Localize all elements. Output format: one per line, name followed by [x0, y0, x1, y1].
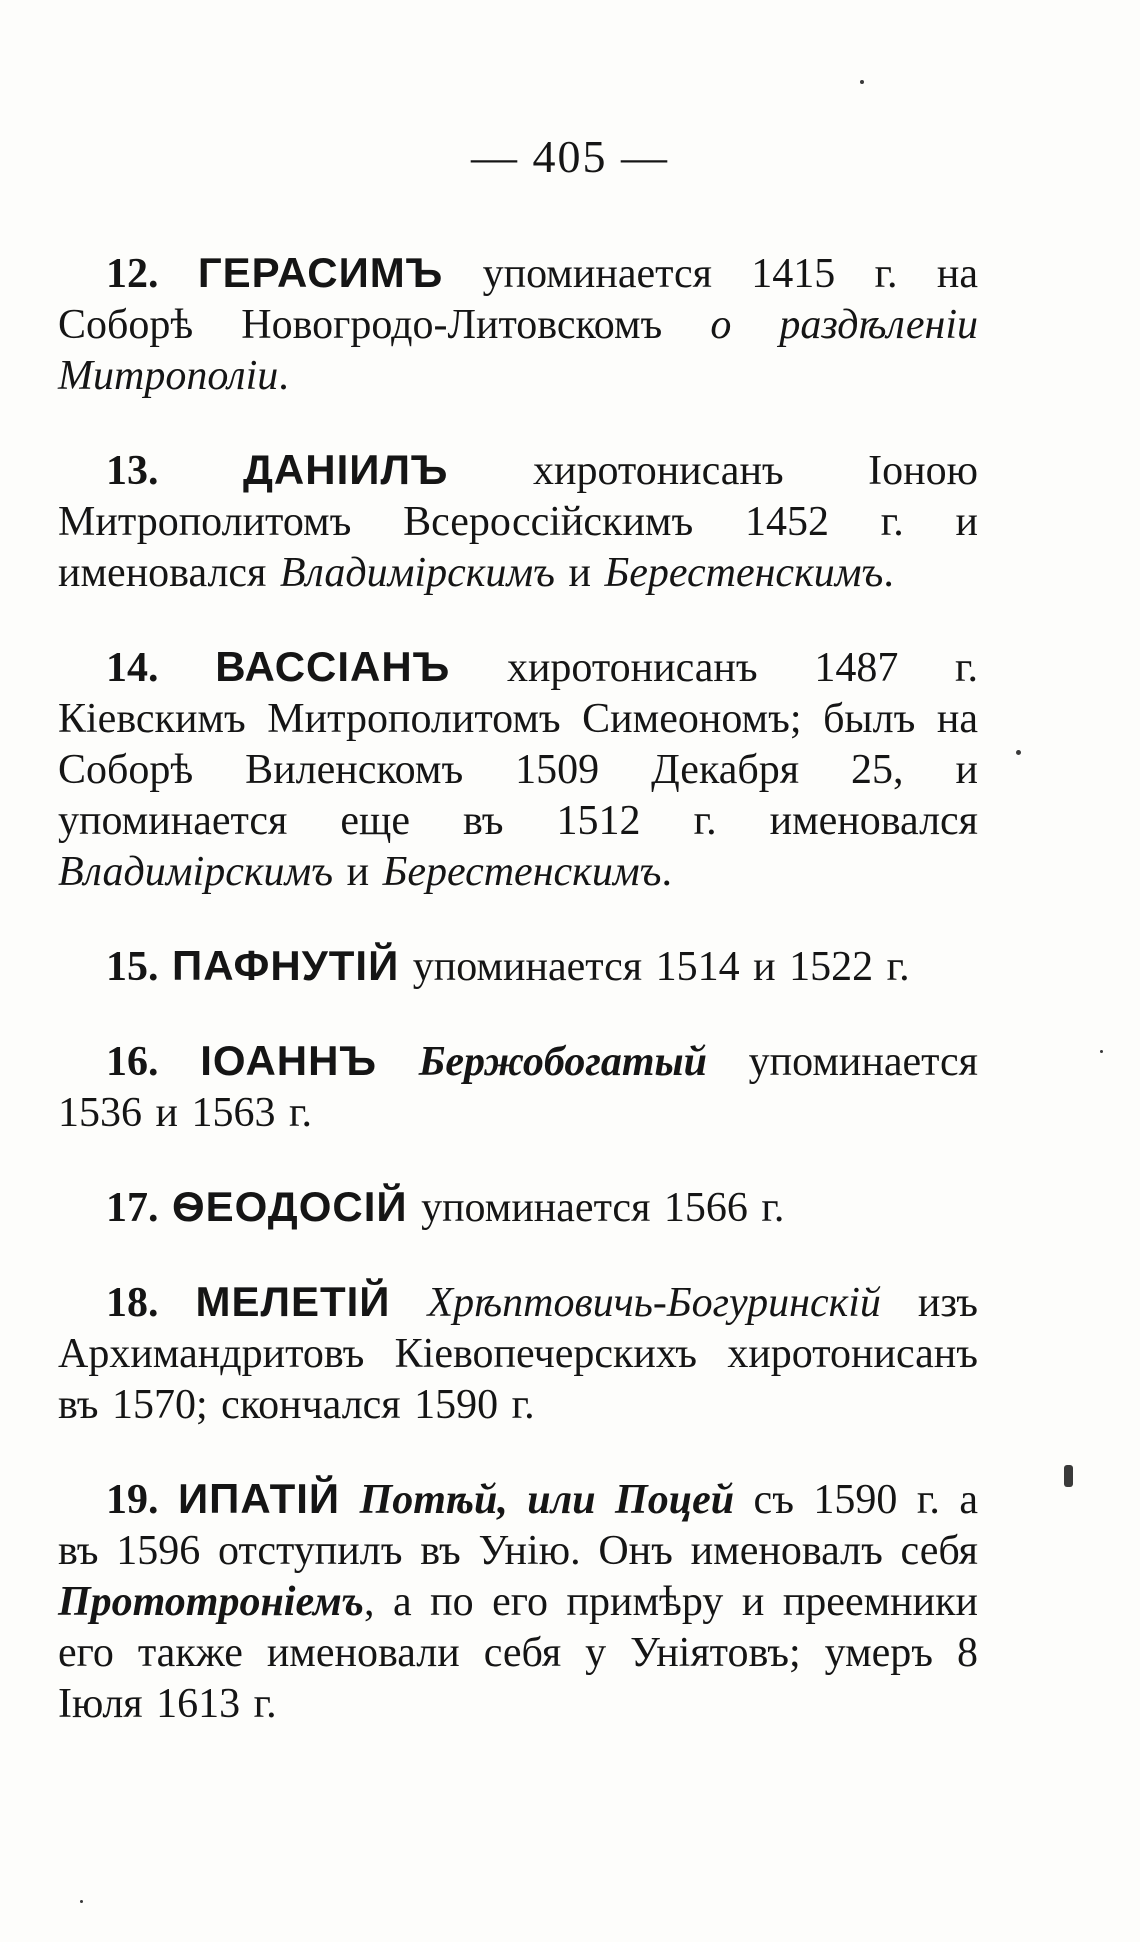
entry-text: . — [278, 353, 289, 399]
entry-text: упоминается 1536 и 1563 г. — [58, 1039, 979, 1136]
metropolitan-name: ИПАТІЙ — [177, 1475, 341, 1522]
scan-speck — [1016, 750, 1021, 755]
entry-text-italic: Прототроніемъ — [58, 1579, 364, 1625]
text-block — [58, 205, 978, 1754]
entry-13 — [58, 444, 978, 599]
entry-17 — [58, 1181, 978, 1234]
entry-text — [340, 1477, 359, 1523]
metropolitan-name: ДАНІИЛЪ — [243, 446, 449, 493]
entry-text-italic: Владимірскимъ — [58, 849, 334, 895]
entry-text — [377, 1039, 419, 1085]
entry-number: 12. — [106, 251, 159, 297]
entry-text-italic: Хрѣптовичь-Богуринскій — [427, 1280, 881, 1326]
scan-speck — [860, 80, 864, 84]
entry-12 — [58, 247, 978, 402]
entry-18 — [58, 1276, 978, 1431]
entry-text: съ 1590 г. а въ 1596 отступилъ въ Унію. Онъ именовалъ себя — [58, 1477, 978, 1574]
scan-speck — [1100, 1050, 1103, 1053]
entry-text: хиротонисанъ 1487 г. Кіевскимъ Митрополитомъ Симеономъ; былъ на Соборѣ Виленскомъ 1509 Декабря 25, и упоминается еще въ 1512 г. именовался — [58, 645, 979, 844]
entry-15 — [58, 940, 978, 993]
entry-text: упоминается 1415 г. на Соборѣ Новогродо-Литовскомъ — [58, 251, 978, 348]
entry-number: 19. — [106, 1477, 159, 1523]
scan-speck — [1064, 1465, 1073, 1487]
entry-number: 17. — [106, 1185, 159, 1231]
entry-14 — [58, 641, 978, 898]
entry-text: . — [883, 550, 894, 596]
metropolitan-name: ГЕРАСИМЪ — [197, 249, 444, 296]
entry-text-italic: Берестенскимъ — [382, 849, 662, 895]
entry-text: и — [333, 849, 383, 895]
entry-text-italic: Потѣй, или Поцей — [359, 1477, 735, 1523]
metropolitan-name: МЕЛЕТІЙ — [195, 1278, 391, 1325]
entry-text-italic: Берестенскимъ — [604, 550, 884, 596]
entry-number: 13. — [106, 448, 159, 494]
metropolitan-name: ПАФНУТІЙ — [172, 942, 400, 989]
entry-text-italic: Владимірскимъ — [279, 550, 555, 596]
scan-speck — [80, 1900, 83, 1903]
metropolitan-name: ІОАННЪ — [200, 1037, 377, 1084]
entry-text: . — [661, 849, 672, 895]
entry-text — [391, 1280, 428, 1326]
entry-text: упоминается 1566 г. — [407, 1185, 785, 1231]
metropolitan-name: ѲЕОДОСІЙ — [172, 1183, 408, 1230]
entry-number: 14. — [106, 645, 159, 691]
entry-19 — [58, 1473, 978, 1730]
entry-text: изъ Архимандритовъ Кіевопечерскихъ хиротонисанъ въ 1570; скончался 1590 г. — [58, 1280, 978, 1428]
entry-16 — [58, 1035, 978, 1139]
entry-text: и — [554, 550, 605, 596]
entry-number: 16. — [106, 1039, 159, 1085]
entry-number: 15. — [106, 944, 159, 990]
metropolitan-name: ВАССІАНЪ — [215, 643, 451, 690]
entry-text-italic: Бержобогатый — [418, 1039, 707, 1085]
entry-text-italic: о раздѣленіи Митрополіи — [58, 302, 978, 399]
page-number: — 405 — — [471, 131, 669, 182]
entry-number: 18. — [106, 1280, 159, 1326]
entry-text: упоминается 1514 и 1522 г. — [399, 944, 910, 990]
entry-text: хиротонисанъ Іоною Митрополитомъ Всероссійскимъ 1452 г. и именовался — [58, 448, 978, 596]
entry-text: , а по его примѣру и преемники его также именовали себя у Уніятовъ; умеръ 8 Іюля 1613 г. — [58, 1579, 978, 1727]
